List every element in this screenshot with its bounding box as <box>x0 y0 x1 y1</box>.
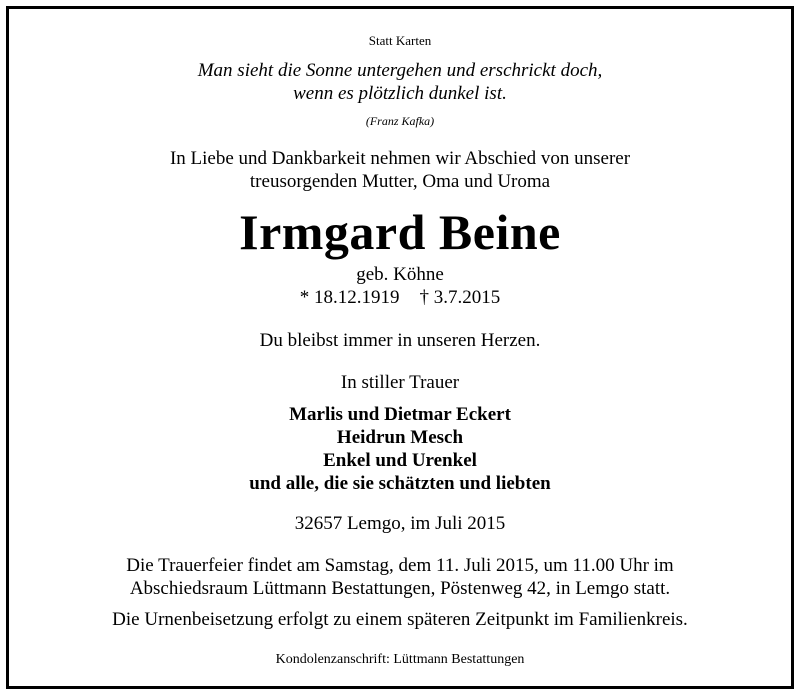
intro-line-2: treusorgenden Mutter, Oma und Uroma <box>249 171 551 192</box>
mourner-line: und alle, die sie schätzten und liebten <box>249 473 551 494</box>
ceremony-line-2: Abschiedsraum Lüttmann Bestattungen, Pöstenweg 42, in Lemgo statt. <box>129 578 671 599</box>
mourning-intro: In stiller Trauer <box>340 372 460 393</box>
deceased-name: Irmgard Beine <box>239 204 561 260</box>
quote-line-2: wenn es plötzlich dunkel ist. <box>293 83 507 104</box>
burial-line: Die Urnenbeisetzung erfolgt zu einem späteren Zeitpunkt im Familienkreis. <box>112 609 688 630</box>
quote-author: (Franz Kafka) <box>365 114 435 128</box>
ceremony-line-1: Die Trauerfeier findet am Samstag, dem 11. Juli 2015, um 11.00 Uhr im <box>126 555 674 576</box>
memorial-line: Du bleibst immer in unseren Herzen. <box>259 330 541 351</box>
quote-line-1: Man sieht die Sonne untergehen und erschrickt doch, <box>197 60 603 81</box>
intro-line-1: In Liebe und Dankbarkeit nehmen wir Abschied von unserer <box>169 148 631 169</box>
maiden-name: geb. Köhne <box>356 264 444 285</box>
mourner-line: Marlis und Dietmar Eckert <box>289 404 511 425</box>
condolence-address: Kondolenzanschrift: Lüttmann Bestattungen <box>275 652 525 667</box>
place-date: 32657 Lemgo, im Juli 2015 <box>294 513 506 534</box>
life-dates <box>0 287 800 309</box>
mourner-line: Heidrun Mesch <box>336 427 464 448</box>
mourner-line: Enkel und Urenkel <box>323 450 477 471</box>
death-date: † 3.7.2015 <box>419 287 501 308</box>
birth-date: * 18.12.1919 <box>299 287 400 308</box>
notice-header: Statt Karten <box>368 33 432 48</box>
